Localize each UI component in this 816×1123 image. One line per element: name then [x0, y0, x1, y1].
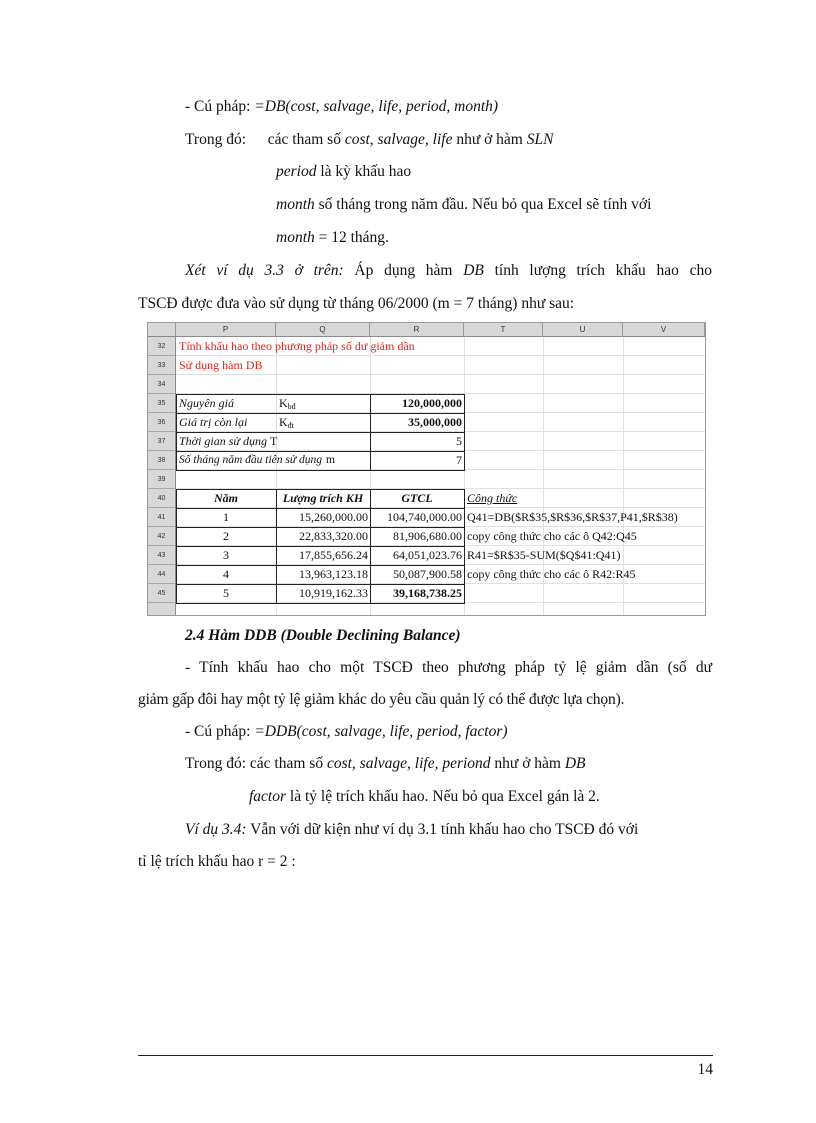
where-lead: Trong đó: [185, 755, 250, 772]
row-header-bar [148, 337, 176, 615]
column-header: Q [276, 323, 370, 336]
row-header: 40 [148, 489, 175, 508]
where-text-2: như ở hàm [490, 755, 565, 772]
table-cell-gtcl: 50,087,900.58 [393, 567, 462, 581]
table-cell-gtcl: 39,168,738.25 [393, 586, 462, 600]
syntax-db-line [185, 97, 498, 117]
syntax-ddb-line [185, 722, 508, 742]
table-cell-year: 3 [223, 548, 229, 562]
input-row [179, 451, 335, 470]
input-value: 7 [456, 453, 462, 467]
input-symbol [279, 413, 294, 432]
row-header: 32 [148, 337, 175, 356]
row-header: 33 [148, 356, 175, 375]
input-symbol [279, 394, 296, 413]
input-label: Nguyên giá [179, 396, 234, 410]
sheet-title: Tính khấu hao theo phương pháp số dư giảm dần [179, 339, 415, 353]
month-line [276, 195, 651, 215]
table-cell-kh: 13,963,123.18 [299, 567, 368, 581]
ddb-formula: =DDB(cost, salvage, life, period, factor) [254, 723, 508, 740]
column-header: U [543, 323, 623, 336]
table-cell-year: 2 [223, 529, 229, 543]
where-params: cost, salvage, life [344, 131, 453, 148]
syntax-prefix: - Cú pháp: [185, 723, 255, 740]
where-text: các tham số [267, 131, 345, 148]
where-fn: DB [564, 755, 586, 772]
example-34-line [185, 820, 638, 840]
example-33-continuation: TSCĐ được đưa vào sử dụng từ tháng 06/2000 (m = 7 tháng) như sau: [138, 295, 575, 312]
input-row [179, 413, 247, 432]
row-header: 36 [148, 413, 175, 432]
example-33-label: Xét ví dụ 3.3 ở trên: [185, 262, 344, 279]
syntax-prefix: - Cú pháp: [185, 98, 255, 115]
input-value: 5 [456, 434, 462, 448]
footer-rule [138, 1055, 713, 1056]
table-cell-gtcl: 81,906,680.00 [393, 529, 462, 543]
row-header: 45 [148, 584, 175, 603]
table-cell-kh: 22,833,320.00 [299, 529, 368, 543]
month-text: số tháng trong năm đầu. Nếu bỏ qua Excel sẽ tính với [314, 196, 652, 213]
symbol: K [279, 396, 288, 410]
where-db-line [185, 130, 553, 150]
month-default-text: = 12 tháng. [314, 229, 389, 246]
column-header: V [623, 323, 705, 336]
example-33-text: Áp dụng hàm [343, 262, 464, 279]
input-value: 120,000,000 [402, 396, 462, 410]
where-text: các tham số [249, 755, 327, 772]
sheet-subtitle: Sử dụng hàm DB [179, 358, 263, 372]
header-text: Công thức [467, 491, 518, 505]
where-ddb-line [185, 754, 586, 774]
row-header: 35 [148, 394, 175, 413]
table-cell-year: 4 [223, 567, 229, 581]
factor-text: là tỷ lệ trích khấu hao. Nếu bỏ qua Excel gán là 2. [286, 788, 600, 805]
column-header: R [370, 323, 464, 336]
where-params: cost, salvage, life, periond [326, 755, 491, 772]
symbol: T [269, 434, 278, 448]
header-text: Lượng trích KH [282, 491, 364, 505]
table-cell-note: copy công thức cho các ô Q42:Q45 [467, 529, 637, 543]
input-label: Thời gian sử dụng [179, 434, 267, 448]
table-cell-gtcl: 64,051,023.76 [393, 548, 462, 562]
period-text: là kỳ khấu hao [316, 163, 412, 180]
page-number: 14 [697, 1061, 713, 1078]
row-header: 43 [148, 546, 175, 565]
column-header: T [464, 323, 543, 336]
excel-sheet [147, 322, 706, 616]
table-cell-note: R41=$R$35-SUM($Q$41:Q41) [467, 548, 621, 562]
input-row [179, 432, 277, 451]
symbol-sub: bđ [287, 402, 296, 411]
table-header [370, 489, 464, 508]
row-header: 38 [148, 451, 175, 470]
header-text: GTCL [401, 491, 433, 505]
example-33-line [185, 261, 712, 281]
example-34-continuation: tỉ lệ trích khấu hao r = 2 : [138, 853, 296, 870]
where-fn: SLN [526, 131, 554, 148]
table-cell-kh: 15,260,000.00 [299, 510, 368, 524]
corner-cell [148, 323, 176, 336]
input-label: Giá trị còn lại [179, 415, 248, 429]
row-header: 41 [148, 508, 175, 527]
factor-term: factor [249, 788, 287, 805]
where-text-2: như ở hàm [452, 131, 527, 148]
table-cell-note: Q41=DB($R$35,$R$36,$R$37,P41,$R$38) [467, 510, 678, 524]
row-header: 44 [148, 565, 175, 584]
column-header-bar [148, 323, 705, 337]
input-row [179, 394, 234, 413]
table-cell-kh: 10,919,162.33 [299, 586, 368, 600]
month-default-term: month [276, 229, 315, 246]
symbol-sub: đt [287, 421, 294, 430]
row-header: 42 [148, 527, 175, 546]
input-label: Số tháng năm đầu tiên sử dụng [179, 454, 322, 466]
row-header: 34 [148, 375, 175, 394]
db-formula: =DB(cost, salvage, life, period, month) [254, 98, 499, 115]
symbol: m [326, 454, 335, 466]
table-cell-year: 1 [223, 510, 229, 524]
table-cell-gtcl: 104,740,000.00 [387, 510, 462, 524]
example-34-label: Ví dụ 3.4: [185, 821, 247, 838]
month-term: month [276, 196, 315, 213]
symbol: K [279, 415, 288, 429]
example-34-text: Vẫn với dữ kiện như ví dụ 3.1 tính khấu hao cho TSCĐ đó với [246, 821, 639, 838]
table-header [276, 489, 370, 508]
month-default-line [276, 228, 389, 248]
example-33-fn: DB [463, 262, 484, 279]
where-lead: Trong đó: [185, 131, 247, 148]
example-33-text-2: tính lượng trích khấu hao cho [483, 262, 712, 279]
section-heading: 2.4 Hàm DDB (Double Declining Balance) [185, 627, 461, 644]
row-header: 37 [148, 432, 175, 451]
period-term: period [276, 163, 317, 180]
ddb-description-1: - Tính khấu hao cho một TSCĐ theo phương pháp tỷ lệ giảm dần (số dư [185, 659, 712, 676]
table-header [176, 489, 276, 508]
row-header: 39 [148, 470, 175, 489]
factor-line [249, 787, 600, 807]
column-header: P [176, 323, 276, 336]
ddb-description-2: giảm gấp đôi hay một tỷ lệ giảm khác do yêu cầu quản lý có thể được lựa chọn). [138, 691, 625, 708]
period-line [276, 162, 411, 182]
header-text: Năm [214, 491, 238, 505]
input-value: 35,000,000 [408, 415, 462, 429]
table-cell-note: copy công thức cho các ô R42:R45 [467, 567, 636, 581]
table-header-formula [467, 489, 517, 508]
table-cell-year: 5 [223, 586, 229, 600]
table-cell-kh: 17,855,656.24 [299, 548, 368, 562]
